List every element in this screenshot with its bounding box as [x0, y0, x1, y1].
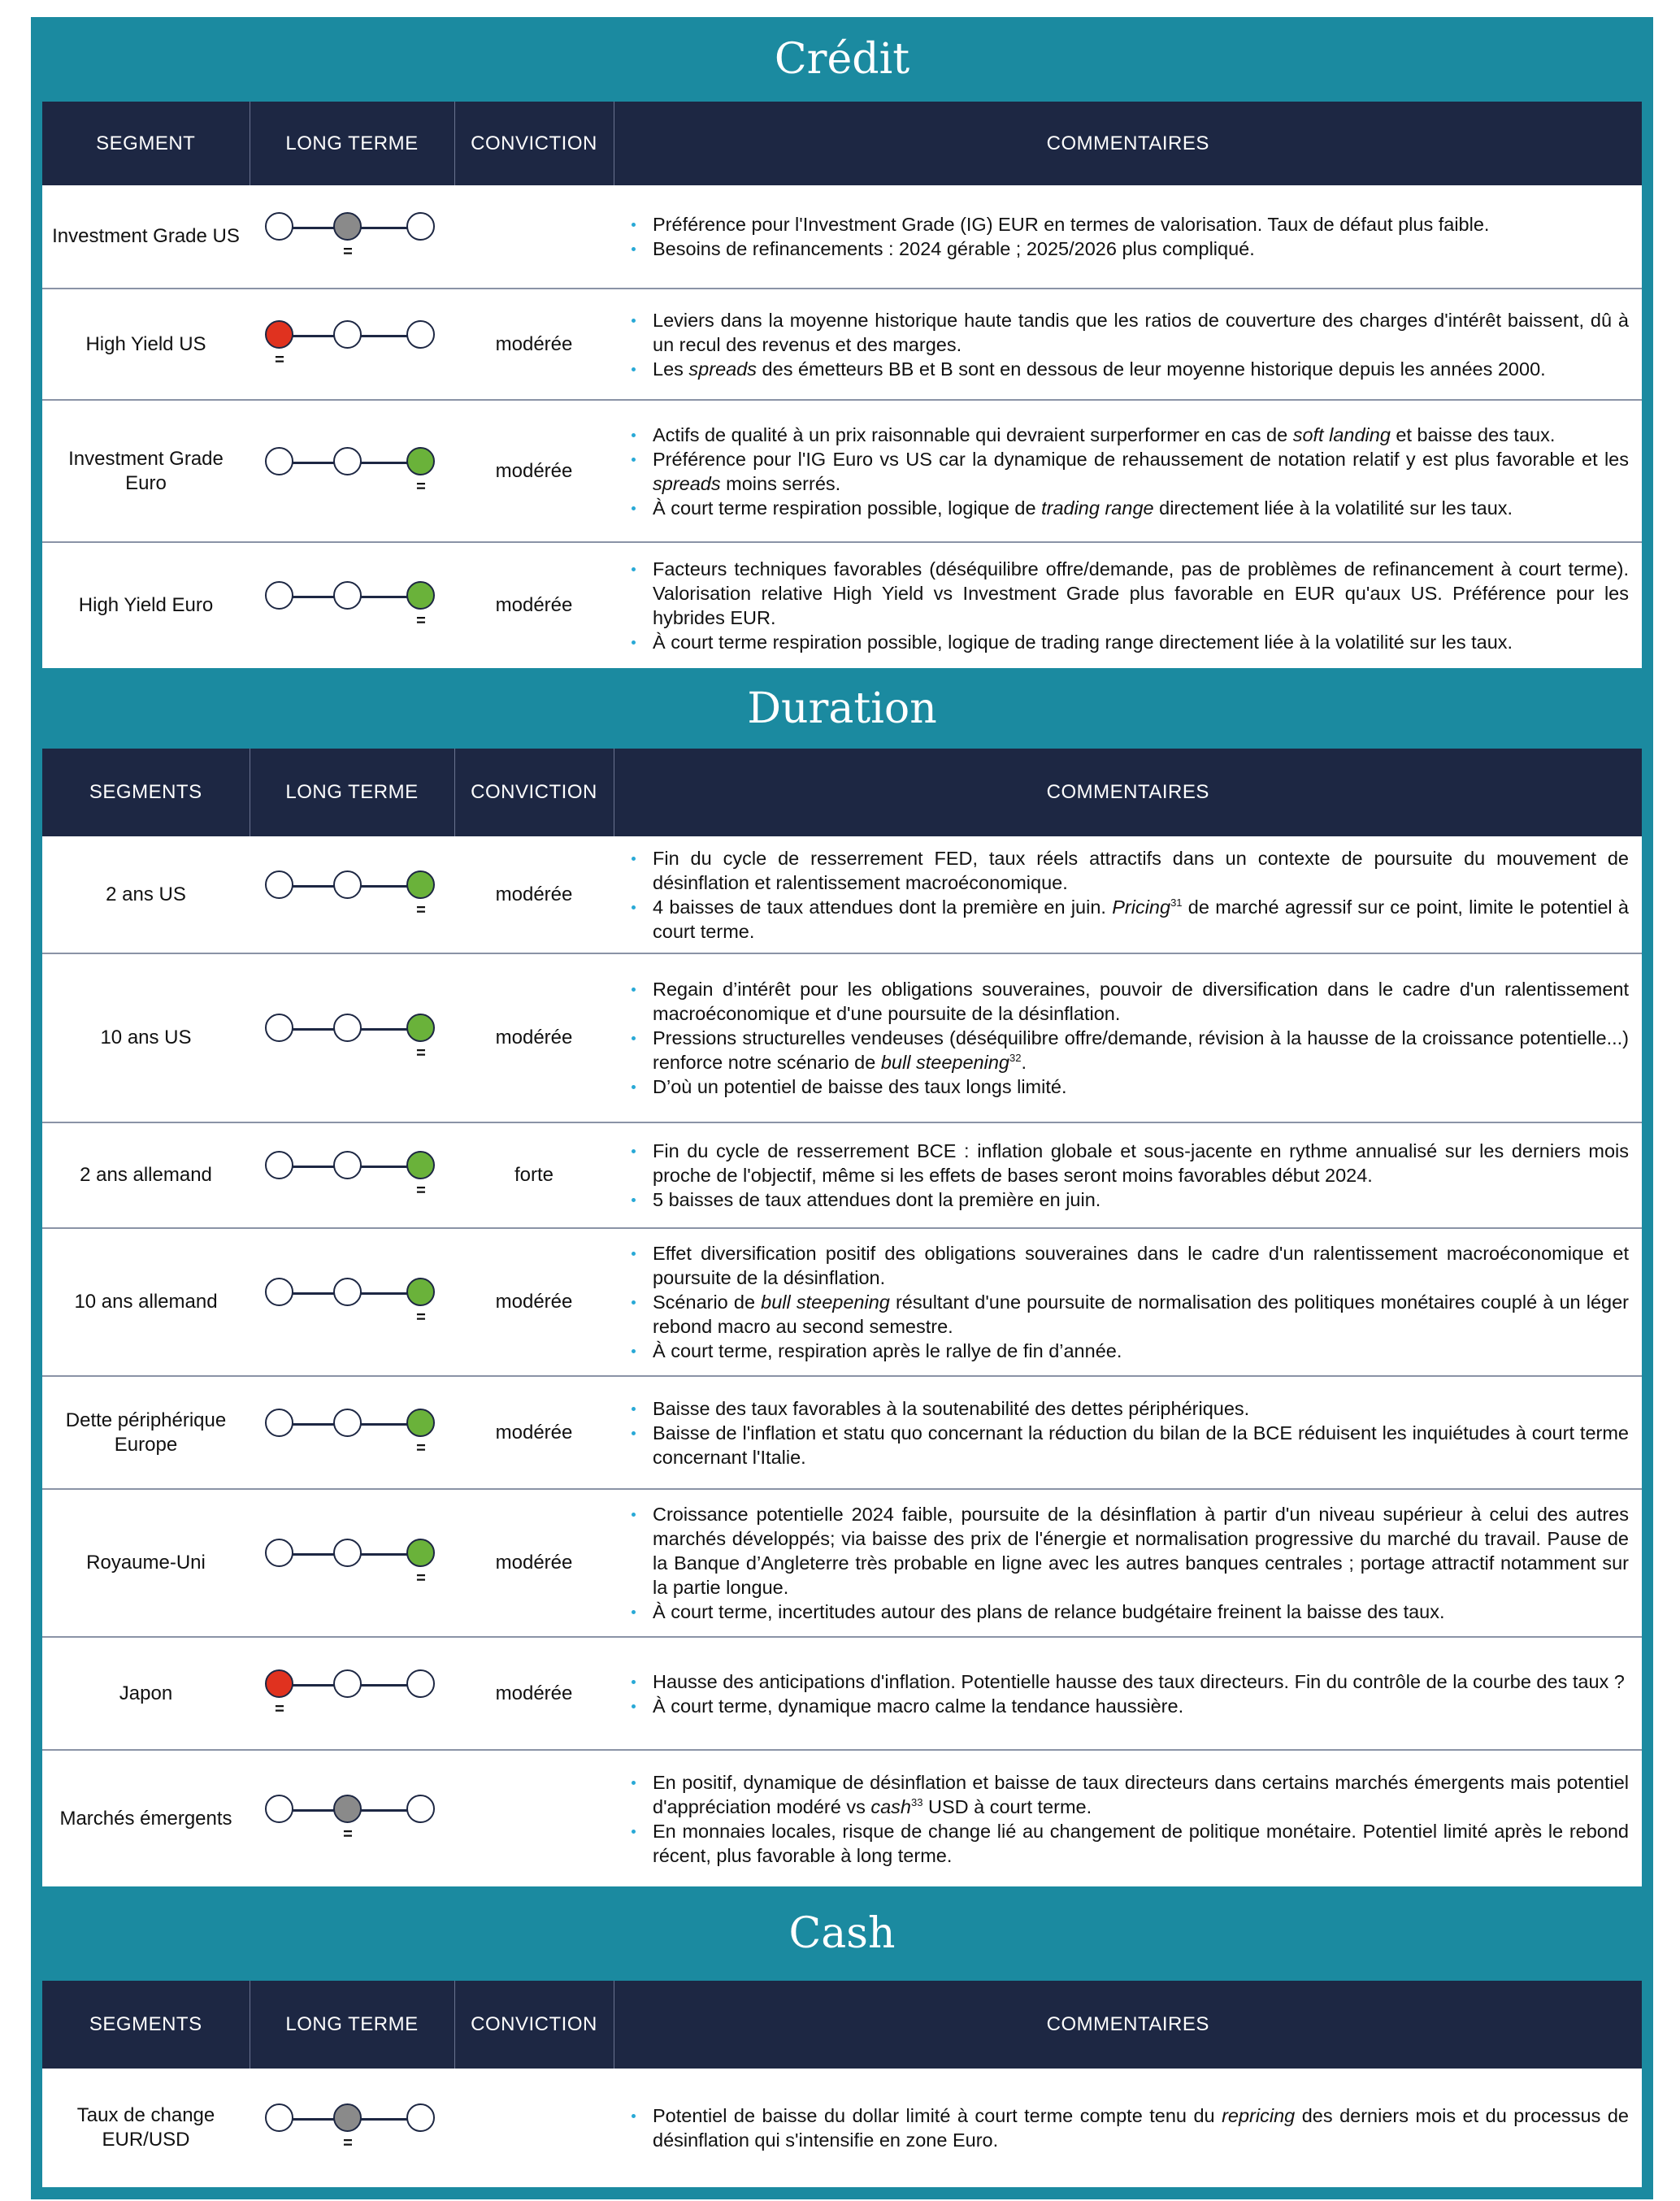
comments [614, 836, 1642, 953]
long-term-cell [250, 953, 454, 1122]
comment-text: Facteurs techniques favorables (déséquilibre offre/demande, pas de problèmes de refinancement à court terme). Valorisation relative High Yield vs Investment Grade plus favorable en EUR qu'aux US. Préférence pour les hybrides EUR. [653, 558, 1629, 628]
comment-text: USD à court terme. [922, 1795, 1092, 1817]
indicator-dot [406, 320, 435, 349]
long-term-cell [250, 1489, 454, 1637]
table-row [42, 1637, 1642, 1750]
conviction: modérée [454, 1228, 614, 1376]
long-term-indicator [250, 1795, 454, 1843]
comment-text: Croissance potentielle 2024 faible, poursuite de la désinflation à partir d'un niveau supérieur à celui des autres marchés développés; via baisse des prix de l'énergie et normalisation progressive du marché du travail. Pause de la Banque d’Angleterre très probable en ligne avec les autres banques centrales ; portage attractif notamment sur la partie longue. [653, 1504, 1629, 1598]
indicator-dot [333, 581, 362, 610]
comment-bullet [628, 1026, 1629, 1074]
column-header: LONG TERME [250, 1981, 454, 2069]
comment-bullet [628, 212, 1629, 237]
comments [614, 289, 1642, 400]
comment-list [628, 2103, 1629, 2152]
comment-text: Actifs de qualité à un prix raisonnable qui devraient surperformer en cas de [653, 423, 1293, 445]
column-header: COMMENTAIRES [614, 749, 1642, 836]
table-row [42, 953, 1642, 1122]
segment-name: High Yield US [42, 289, 250, 400]
comment-text: 5 baisses de taux attendues dont la première en juin. [653, 1189, 1101, 1210]
comment-text: À court terme, incertitudes autour des plans de relance budgétaire freinent la baisse des taux. [653, 1601, 1445, 1622]
indicator-dot [265, 1539, 293, 1567]
indicator-dot [406, 212, 435, 241]
change-mark: = [416, 1439, 426, 1457]
comment-text: Effet diversification positif des obligations souveraines dans le cadre d'un ralentissement macroéconomique et poursuite de la désinflation. [653, 1243, 1629, 1288]
change-mark: = [416, 1182, 426, 1200]
conviction: modérée [495, 883, 573, 905]
indicator-dot [265, 447, 293, 475]
indicator-dot [333, 320, 362, 349]
change-mark: = [343, 243, 353, 261]
section-title: Crédit [774, 35, 910, 84]
comment-bullet [628, 557, 1629, 630]
segment-name: 2 ans US [106, 883, 186, 905]
indicator-dot-active [406, 1409, 435, 1437]
comment-bullet [628, 846, 1629, 895]
comment-bullet [628, 1770, 1629, 1819]
segment-name: High Yield Euro [42, 542, 250, 668]
section-table [42, 749, 1642, 1886]
segment-name: Taux de change EUR/USD [76, 2104, 215, 2151]
indicator-dot-active [333, 1795, 362, 1823]
comment-text: Baisse des taux favorables à la soutenabilité des dettes périphériques. [653, 1397, 1250, 1419]
comment-text: cash [870, 1795, 911, 1817]
indicator-dot [265, 1014, 293, 1042]
long-term-cell [250, 1228, 454, 1376]
comment-text: soft landing [1292, 423, 1391, 445]
indicator-dot [265, 2103, 293, 2132]
comment-text: En monnaies locales, risque de change lié au changement de politique monétaire. Potentiel limité après le rebond récent, plus favorable à long terme. [653, 1820, 1629, 1866]
comment-bullet [628, 1421, 1629, 1470]
table-row [42, 1228, 1642, 1376]
comment-bullet [628, 1074, 1629, 1099]
column-header: SEGMENTS [42, 749, 250, 836]
conviction: modérée [454, 1376, 614, 1489]
table-row [42, 1489, 1642, 1637]
change-mark: = [343, 1825, 353, 1843]
comment-list [628, 1502, 1629, 1624]
table-header-row [42, 102, 1642, 185]
comment-text: En positif, dynamique de désinflation et baisse de taux directeurs dans certains marchés émergents mais potentiel d'appréciation modéré vs [653, 1771, 1629, 1817]
indicator-dot [265, 1409, 293, 1437]
indicator-dot [333, 1278, 362, 1306]
comment-text: Leviers dans la moyenne historique haute tandis que les ratios de couverture des charges d'intérêt baissent, dû à un recul des revenus et des marges. [653, 309, 1629, 355]
indicator-dot-active [406, 870, 435, 899]
indicator-dot [333, 1014, 362, 1042]
conviction: modérée [454, 1489, 614, 1637]
comment-text: bull steepening [761, 1292, 890, 1313]
long-term-indicator [250, 212, 454, 261]
indicator-dot-active [333, 2103, 362, 2132]
long-term-indicator [250, 1278, 454, 1326]
comment-text: À court terme, respiration après le rallye de fin d’année. [653, 1340, 1122, 1361]
segment-name: Investment Grade US [52, 225, 240, 247]
column-header: CONVICTION [454, 749, 614, 836]
comment-text: Pressions structurelles vendeuses (déséquilibre offre/demande, révision à la hausse de la croissance potentielle...) renforce notre scénario de [653, 1027, 1629, 1073]
conviction: modérée [454, 289, 614, 400]
table-row [42, 1376, 1642, 1489]
comments [614, 1228, 1642, 1376]
long-term-indicator [250, 1151, 454, 1200]
table-header-row [42, 1981, 1642, 2069]
comment-bullet [628, 357, 1629, 381]
comment-text: repricing [1222, 2105, 1296, 2126]
section-title: Cash [788, 1909, 896, 1958]
comment-text: trading range [1041, 497, 1154, 519]
comment-text: Les [653, 358, 689, 380]
comment-text: Hausse des anticipations d'inflation. Potentielle hausse des taux directeurs. Fin du contrôle de la courbe des taux ? [653, 1670, 1625, 1692]
long-term-indicator [250, 447, 454, 496]
segment-name: 10 ans allemand [42, 1228, 250, 1376]
long-term-indicator [250, 320, 454, 369]
comment-text: résultant d'une poursuite de normalisation des politiques monétaires couplé à un léger rebond macro au second semestre. [653, 1292, 1629, 1337]
comment-list [628, 977, 1629, 1099]
long-term-indicator [250, 1539, 454, 1587]
comment-text: des derniers mois et du processus de désinflation qui s'intensifie en zone Euro. [653, 2105, 1629, 2151]
comments [614, 542, 1642, 668]
comments [614, 400, 1642, 542]
comment-bullet [628, 1819, 1629, 1868]
segment-name: Dette périphérique Europe [42, 1376, 250, 1489]
comment-text: . [1021, 1052, 1027, 1073]
table-row [42, 1122, 1642, 1228]
change-mark: = [416, 1044, 426, 1062]
comments [614, 1750, 1642, 1886]
indicator-dot [333, 1409, 362, 1437]
comment-bullet [628, 977, 1629, 1026]
indicator-dot-active [265, 320, 293, 349]
table-row [42, 185, 1642, 289]
comments [614, 1489, 1642, 1637]
comment-bullet [628, 1290, 1629, 1339]
change-mark: = [416, 477, 426, 496]
comment-list [628, 1770, 1629, 1868]
long-term-indicator [250, 1014, 454, 1062]
comment-text: et baisse des taux. [1390, 423, 1556, 445]
comment-bullet [628, 1502, 1629, 1600]
indicator-dot [265, 1795, 293, 1823]
comment-list [628, 308, 1629, 381]
column-header: CONVICTION [454, 102, 614, 185]
comments [614, 1637, 1642, 1750]
long-term-cell [250, 1637, 454, 1750]
table-header-row [42, 749, 1642, 836]
conviction [454, 1750, 614, 1886]
comment-text: 32 [1009, 1052, 1022, 1065]
long-term-indicator [250, 1409, 454, 1457]
indicator-dot [333, 1151, 362, 1179]
indicator-dot-active [406, 1539, 435, 1567]
table-row [42, 542, 1642, 668]
column-header: COMMENTAIRES [614, 102, 1642, 185]
comment-bullet [628, 630, 1629, 654]
conviction: modérée [454, 542, 614, 668]
long-term-cell [250, 185, 454, 289]
comment-list [628, 212, 1629, 261]
table-row [42, 1750, 1642, 1886]
long-term-indicator [250, 870, 454, 919]
comment-bullet [628, 308, 1629, 357]
comment-bullet [628, 1187, 1629, 1212]
comment-text: 4 baisses de taux attendues dont la première en juin. [653, 896, 1113, 918]
conviction: forte [454, 1122, 614, 1228]
change-mark: = [416, 612, 426, 630]
indicator-dot [406, 1795, 435, 1823]
segment-name: 10 ans US [42, 953, 250, 1122]
conviction: modérée [454, 1637, 614, 1750]
comment-text: des émetteurs BB et B sont en dessous de leur moyenne historique depuis les années 2000. [757, 358, 1546, 380]
segment-name: 2 ans allemand [42, 1122, 250, 1228]
long-term-cell [250, 542, 454, 668]
indicator-dot [265, 212, 293, 241]
section-title: Duration [747, 684, 937, 733]
indicator-dot [265, 581, 293, 610]
comment-text: de marché agressif sur ce point, limite le potentiel à court terme. [653, 896, 1629, 942]
comment-text: À court terme respiration possible, logique de trading range directement liée à la volatilité sur les taux. [653, 632, 1513, 653]
indicator-dot-active [406, 1014, 435, 1042]
comment-bullet [628, 2103, 1629, 2152]
conviction: modérée [454, 400, 614, 542]
comment-bullet [628, 1139, 1629, 1187]
column-header: SEGMENT [42, 102, 250, 185]
indicator-dot [333, 870, 362, 899]
comment-text: Pricing [1112, 896, 1171, 918]
long-term-cell [250, 2069, 454, 2187]
indicator-dot [333, 1539, 362, 1567]
column-header: CONVICTION [454, 1981, 614, 2069]
indicator-dot [333, 447, 362, 475]
comment-text: Préférence pour l'IG Euro vs US car la dynamique de rehaussement de notation relatif y est plus favorable et les [653, 448, 1629, 470]
comment-text: 33 [911, 1795, 923, 1808]
long-term-indicator [250, 1669, 454, 1718]
section-table [42, 102, 1642, 668]
comments [614, 953, 1642, 1122]
comment-list [628, 1241, 1629, 1363]
comment-list [628, 1396, 1629, 1470]
column-header: SEGMENTS [42, 1981, 250, 2069]
comment-bullet [628, 1694, 1629, 1718]
indicator-dot-active [406, 1278, 435, 1306]
comment-list [628, 1669, 1629, 1718]
indicator-dot-active [265, 1669, 293, 1698]
indicator-dot [406, 2103, 435, 2132]
indicator-dot-active [406, 447, 435, 475]
comments [614, 1376, 1642, 1489]
column-header: COMMENTAIRES [614, 1981, 1642, 2069]
comment-bullet [628, 1241, 1629, 1290]
comment-bullet [628, 1600, 1629, 1624]
indicator-dot-active [406, 1151, 435, 1179]
indicator-dot [333, 1669, 362, 1698]
comment-text: moins serrés. [720, 472, 841, 494]
comment-bullet [628, 496, 1629, 520]
comment-text: spreads [688, 358, 758, 380]
segment-name: Marchés émergents [42, 1750, 250, 1886]
change-mark: = [275, 350, 284, 369]
comment-text: spreads [653, 472, 721, 494]
long-term-indicator [250, 581, 454, 630]
indicator-dot-active [406, 581, 435, 610]
long-term-cell [250, 1376, 454, 1489]
long-term-cell [250, 1122, 454, 1228]
change-mark: = [343, 2134, 353, 2152]
comment-text: Fin du cycle de resserrement FED, taux réels attractifs dans un contexte de poursuite du mouvement de désinflation et ralentissement macroéconomique. [653, 847, 1629, 893]
section-table [42, 1981, 1642, 2187]
comment-text: Fin du cycle de resserrement BCE : inflation globale et sous-jacente en rythme annualisé sur les derniers mois proche de l'objectif, même si les effets de bases seront moins favorables début 2024. [653, 1140, 1629, 1186]
comment-list [628, 846, 1629, 944]
change-mark: = [275, 1700, 284, 1718]
indicator-dot [406, 1669, 435, 1698]
conviction [454, 2069, 614, 2187]
change-mark: = [416, 1569, 426, 1587]
comment-text: Potentiel de baisse du dollar limité à court terme compte tenu du [653, 2105, 1222, 2126]
indicator-dot [265, 870, 293, 899]
comment-text: Préférence pour l'Investment Grade (IG) EUR en termes de valorisation. Taux de défaut plus faible. [653, 214, 1490, 235]
comments [614, 1122, 1642, 1228]
change-mark: = [416, 901, 426, 919]
comment-list [628, 557, 1629, 654]
long-term-cell [250, 289, 454, 400]
conviction [454, 185, 614, 289]
comment-text: D’où un potentiel de baisse des taux longs limité. [653, 1076, 1067, 1097]
comment-bullet [628, 1396, 1629, 1421]
comment-bullet [628, 895, 1629, 944]
comment-bullet [628, 447, 1629, 496]
comment-bullet [628, 1339, 1629, 1363]
conviction: modérée [454, 953, 614, 1122]
change-mark: = [416, 1309, 426, 1326]
table-row [42, 836, 1642, 953]
comment-text: Scénario de [653, 1292, 762, 1313]
long-term-indicator [250, 2103, 454, 2152]
column-header: LONG TERME [250, 102, 454, 185]
comment-bullet [628, 237, 1629, 261]
indicator-dot [265, 1278, 293, 1306]
indicator-dot-active [333, 212, 362, 241]
long-term-cell [250, 836, 454, 953]
segment-name: Royaume-Uni [42, 1489, 250, 1637]
table-row [42, 2069, 1642, 2187]
comment-text: À court terme respiration possible, logique de [653, 497, 1042, 519]
comment-bullet [628, 1669, 1629, 1694]
long-term-cell [250, 1750, 454, 1886]
comment-text: À court terme, dynamique macro calme la tendance haussière. [653, 1695, 1184, 1717]
segment-name: Japon [42, 1637, 250, 1750]
comments [614, 2069, 1642, 2187]
table-row [42, 289, 1642, 400]
comment-bullet [628, 423, 1629, 447]
comment-text: Baisse de l'inflation et statu quo concernant la réduction du bilan de la BCE réduisent les inquiétudes à court terme concernant l'Italie. [653, 1422, 1629, 1468]
table-row [42, 400, 1642, 542]
segment-name: Investment Grade Euro [42, 400, 250, 542]
comment-list [628, 1139, 1629, 1212]
column-header: LONG TERME [250, 749, 454, 836]
comment-text: 31 [1170, 896, 1183, 909]
long-term-cell [250, 400, 454, 542]
indicator-dot [265, 1151, 293, 1179]
comment-text: Besoins de refinancements : 2024 gérable ; 2025/2026 plus compliqué. [653, 238, 1255, 259]
comment-text: directement liée à la volatilité sur les taux. [1153, 497, 1513, 519]
comment-text: bull steepening [880, 1052, 1009, 1073]
comments [614, 185, 1642, 289]
comment-list [628, 423, 1629, 520]
allocation-document [31, 17, 1653, 2199]
comment-text: Regain d’intérêt pour les obligations souveraines, pouvoir de diversification dans le cadre d'un ralentissement macroéconomique et d'une poursuite de la désinflation. [653, 979, 1629, 1024]
